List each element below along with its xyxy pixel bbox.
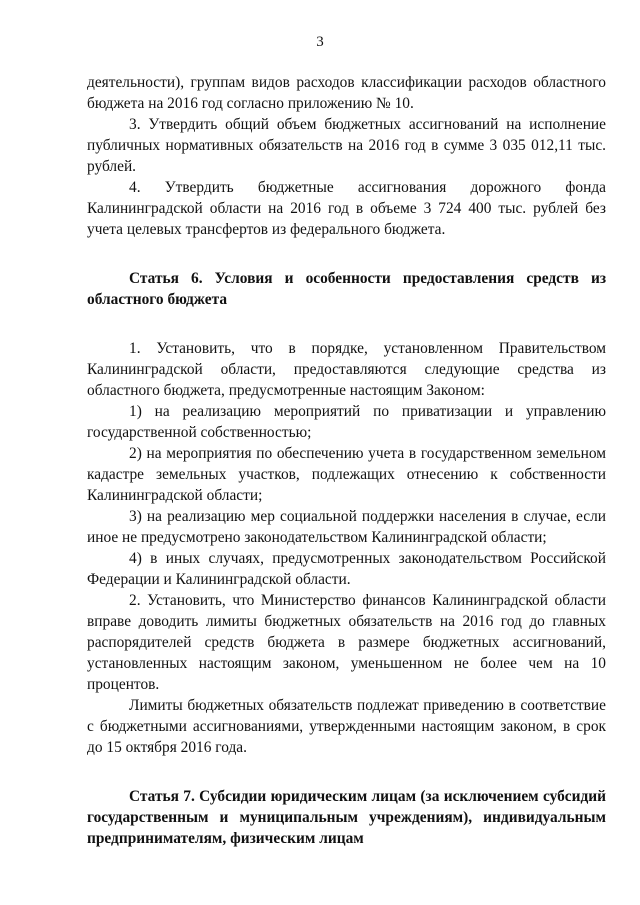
article-6-subitem-2: 2) на мероприятия по обеспечению учета в государственном земельном кадастре земельных участков, подлежащих отнесению к собственности Калининградской области;: [87, 445, 606, 504]
article-6-subitem-4: 4) в иных случаях, предусмотренных законодательством Российской Федерации и Калининградской области.: [87, 550, 606, 588]
article-6-subitem-3: 3) на реализацию мер социальной поддержки населения в случае, если иное не предусмотрено законодательством Калининградской области;: [87, 508, 606, 546]
paragraph-item-3: 3. Утвердить общий объем бюджетных ассигнований на исполнение публичных нормативных обязательств на 2016 год в сумме 3 035 012,11 тыс. рублей.: [87, 116, 606, 175]
article-6-heading: Статья 6. Условия и особенности предоставления средств из областного бюджета: [87, 270, 606, 308]
article-6-paragraph-1: 1. Установить, что в порядке, установленном Правительством Калининградской области, предоставляются следующие средства из областного бюджета, предусмотренные настоящим Законом:: [87, 340, 606, 399]
document-body: [87, 72, 606, 849]
article-6-subitem-1: 1) на реализацию мероприятий по приватизации и управлению государственной собственностью;: [87, 403, 606, 441]
article-6-paragraph-3: Лимиты бюджетных обязательств подлежат приведению в соответствие с бюджетными ассигнованиями, утвержденными настоящим законом, в срок до 15 октября 2016 года.: [87, 697, 606, 756]
page-number: 3: [316, 34, 324, 50]
article-7-heading: Статья 7. Субсидии юридическим лицам (за исключением субсидий государственным и муниципальным учреждениям), индивидуальным предпринимателям, физическим лицам: [87, 788, 606, 847]
paragraph-continuation: деятельности), группам видов расходов классификации расходов областного бюджета на 2016 год согласно приложению № 10.: [87, 74, 606, 112]
article-6-paragraph-2: 2. Установить, что Министерство финансов Калининградской области вправе доводить лимиты бюджетных обязательств на 2016 год до главных распорядителей средств бюджета в размере бюджетных ассигнований, установленных настоящим законом, уменьшенном не более чем на 10 процентов.: [87, 592, 606, 693]
paragraph-item-4: 4. Утвердить бюджетные ассигнования дорожного фонда Калининградской области на 2016 год в объеме 3 724 400 тыс. рублей без учета целевых трансфертов из федерального бюджета.: [87, 179, 606, 238]
